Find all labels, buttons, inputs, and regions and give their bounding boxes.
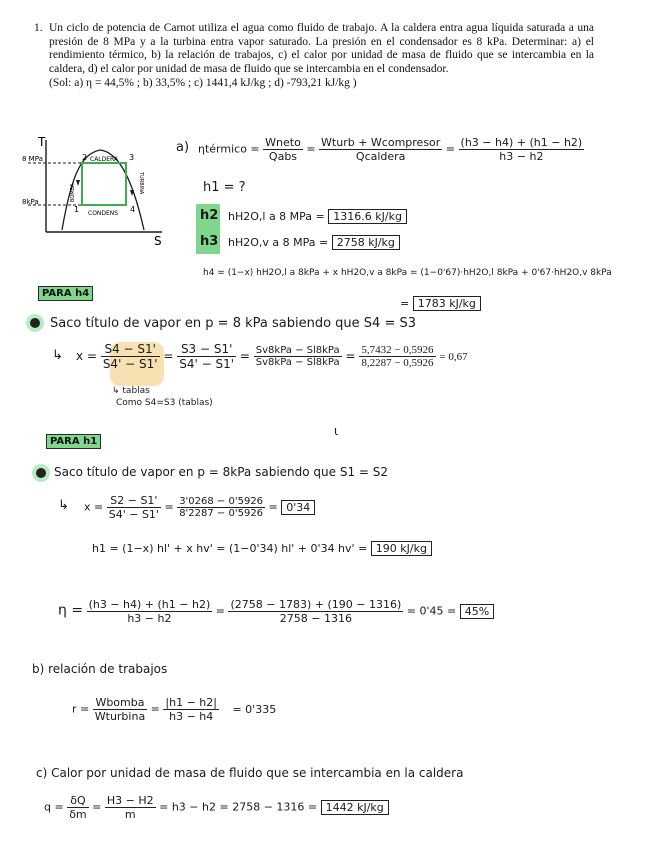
para-h4-tag: PARA h4 — [38, 286, 93, 301]
problem-solution: (Sol: a) η = 44,5% ; b) 33,5% ; c) 1441,4 kJ/kg ; d) -793,21 kJ/kg ) — [49, 77, 357, 90]
h3-value-box: 2758 kJ/kg — [332, 235, 400, 250]
para-h4-title: Saco título de vapor en p = 8 kPa sabiendo que S4 = S3 — [50, 316, 416, 331]
condensador-label: CONDENS — [88, 210, 119, 217]
s-axis-label: S — [154, 234, 162, 247]
carnot-cycle — [82, 163, 126, 205]
h1-equation: h1 = (1−x) hl' + x hv' = (1−0'34) hl' + 0'34 hv' = 190 kJ/kg — [92, 542, 432, 555]
arrow-x-h4: ↳ — [52, 348, 63, 363]
h3-var: h3 — [200, 234, 219, 249]
efficiency-equation: ηtérmico = $\frac{\text{Wneto}}{\text{Qabs}}$ = $\frac{\text{Wturb + Wcompresor}}{\text{Qcaldera}}$ = $\frac{(h3 - h4) + (h1 - h2)}{h3 - h2}$ — [198, 136, 583, 163]
h2-line: hH2O,l a 8 MPa = 1316.6 kJ/kg — [228, 210, 407, 223]
p-high-label: 8 MPa — [22, 155, 43, 163]
eta-value-box: 45% — [460, 604, 494, 619]
part-b-title: b) relación de trabajos — [32, 662, 168, 676]
frac-enthalpies: $\frac{(h3 - h4) + (h1 - h2)}{h3 - h2}$ — [460, 136, 583, 163]
part-c-title: c) Calor por unidad de masa de fluido que se intercambia en la caldera — [36, 766, 464, 780]
arrow-x-h1: ↳ — [58, 498, 69, 513]
p-low-label: 8kPa — [22, 198, 39, 206]
ts-diagram — [22, 132, 172, 247]
h4-line: h4 = (1−x) hH2O,l a 8kPa + x hH2O,v a 8kPa = (1−0'67)·hH2O,l 8kPa + 0'67·hH2O,v 8kPa — [203, 268, 612, 278]
turbina-label: TURBINA — [138, 172, 144, 195]
frac-wneto-qabs: $\frac{\text{Wneto}}{\text{Qabs}}$ — [265, 136, 301, 163]
heat-equation: q = $\frac{\delta Q}{\delta m}$ = $\frac{H3 - H2}{m}$ = h3 − h2 = 2758 − 1316 = 1442 kJ/kg — [44, 794, 389, 821]
bullet-h4 — [30, 318, 40, 328]
point-1: 1 — [74, 205, 80, 214]
point-4: 4 — [130, 205, 136, 214]
h3-line: hH2O,v a 8 MPa = 2758 kJ/kg — [228, 236, 400, 249]
problem-text: Un ciclo de potencia de Carnot utiliza el agua como fluido de trabajo. A la caldera entra agua líquida saturada a una presión de 8 MPa y a la turbina entra vapor saturado. La presión en el condensador es 8 kPa. Determinar: a) el rendimiento térmico, b) la relación de trabajos, c) el calor por unidad de masa de fluido que se intercambia en la caldera, d) el calor por unidad de masa de fluido que se intercambia en el condensador. — [49, 22, 594, 75]
pump-arrow — [76, 180, 80, 186]
x-equation-h1: x = $\frac{S2 - S1'}{S4' - S1'}$ = $\frac{3'0268 - 0'5926}{8'2287 - 0'5926}$ = 0'34 — [84, 494, 315, 521]
part-a-label: a) — [176, 140, 190, 155]
h1-unknown: h1 = ? — [203, 180, 246, 195]
h4-value-box: 1783 kJ/kg — [413, 296, 481, 311]
para-h1-tag: PARA h1 — [46, 434, 101, 449]
stray-mark: ɩ — [334, 424, 339, 438]
problem-statement — [34, 22, 594, 91]
frac-wturb-qcaldera: $\frac{\text{Wturb + Wcompresor}}{\text{Qcaldera}}$ — [321, 136, 441, 163]
point-2: 2 — [82, 153, 88, 162]
note-tablas: ↳ tablas — [112, 386, 150, 396]
bomba-label: BOMBA — [70, 183, 76, 202]
h2-var: h2 — [200, 208, 219, 223]
t-axis-label: T — [38, 135, 46, 149]
caldera-label: CALDERA — [90, 156, 119, 163]
efficiency-result: η = $\frac{(h3 - h4) + (h1 - h2)}{h3 - h2}$ = $\frac{(2758 - 1783) + (190 - 1316)}{2758 - 1316}$ = 0'45 = 45% — [58, 598, 494, 625]
h1-value-box: 190 kJ/kg — [371, 541, 432, 556]
h2-value-box: 1316.6 kJ/kg — [328, 209, 407, 224]
x-h1-value-box: 0'34 — [281, 500, 315, 515]
problem-number: 1. — [34, 22, 43, 34]
work-ratio-equation: r = $\frac{\text{Wbomba}}{\text{Wturbina}}$ = $\frac{|h1 - h2|}{h3 - h4}$ = 0'335 — [72, 696, 277, 723]
q-value-box: 1442 kJ/kg — [321, 800, 389, 815]
point-3: 3 — [129, 153, 135, 162]
para-h1-title: Saco título de vapor en p = 8kPa sabiendo que S1 = S2 — [54, 465, 389, 479]
h4-value: = 1783 kJ/kg — [400, 297, 481, 310]
x-equation-h4: x = $\frac{S4 - S1'}{S4' - S1'}$ = $\frac{S3 - S1'}{S4' - S1'}$ = $\frac{\text{Sv8kPa − Sl8kPa}}{\text{Sv8kPa − Sl8kPa}}$ = $\frac{5,7432 - 0,5926}{8,2287 - 0,5926}$ = 0,67 — [76, 342, 468, 371]
note-s4-s3: Como S4=S3 (tablas) — [116, 398, 213, 408]
eta-lhs: ηtérmico = — [198, 142, 260, 156]
bullet-h1 — [36, 468, 46, 478]
